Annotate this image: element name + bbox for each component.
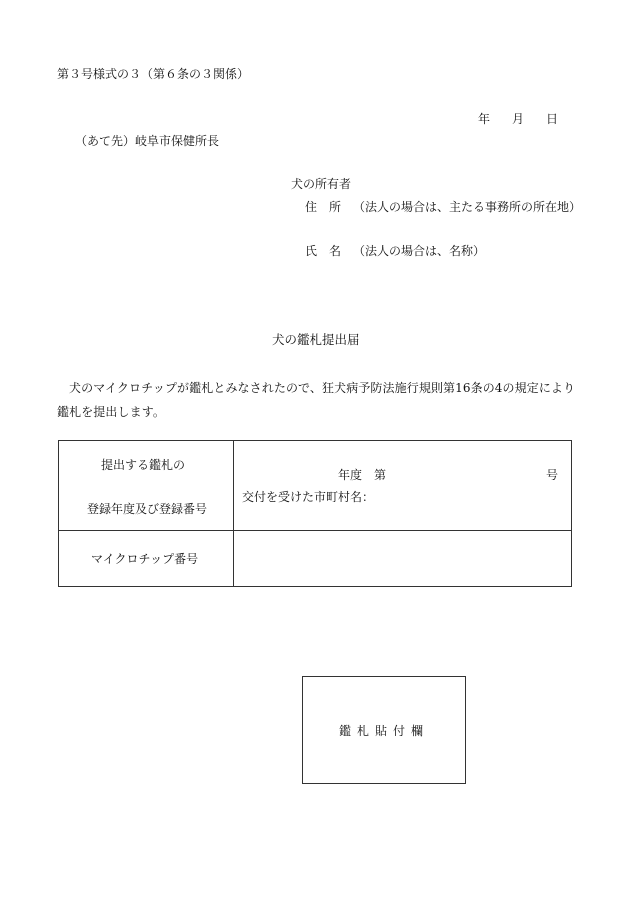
name-key: 氏 名 <box>305 244 342 258</box>
day-label: 日 <box>546 112 559 126</box>
tag-label-line1: 提出する鑑札の <box>101 458 186 472</box>
owner-label: 犬の所有者 <box>291 177 352 191</box>
owner-name-line <box>305 245 485 257</box>
table-row-divider <box>59 530 571 531</box>
date-line <box>478 113 558 125</box>
table-column-divider <box>233 441 234 586</box>
form-number: 第３号様式の３（第６条の３関係） <box>57 67 250 81</box>
tag-attachment-label: 鑑札貼付欄 <box>338 724 429 738</box>
number-suffix-label: 号 <box>546 468 559 482</box>
year-label: 年 <box>478 112 491 126</box>
address-key: 住 所 <box>305 200 342 214</box>
address-note: （法人の場合は、主たる事務所の所在地） <box>353 200 582 214</box>
owner-address-line <box>305 201 581 213</box>
document-title: 犬の鑑札提出届 <box>272 332 360 347</box>
fiscal-year-label: 年度 <box>338 468 363 482</box>
name-note: （法人の場合は、名称） <box>353 244 486 258</box>
tag-label-line2: 登録年度及び登録番号 <box>87 502 208 516</box>
number-prefix-label: 第 <box>374 468 387 482</box>
submission-table <box>58 440 572 587</box>
month-label: 月 <box>512 112 525 126</box>
municipality-label: 交付を受けた市町村名： <box>242 490 375 504</box>
addressee: （あて先）岐阜市保健所長 <box>75 134 220 148</box>
tag-attachment-box <box>302 676 466 784</box>
microchip-label: マイクロチップ番号 <box>91 552 199 566</box>
body-text: 犬のマイクロチップが鑑札とみなされたので、狂犬病予防法施行規則第16条の4の規定により鑑札を提出します。 <box>57 381 576 419</box>
